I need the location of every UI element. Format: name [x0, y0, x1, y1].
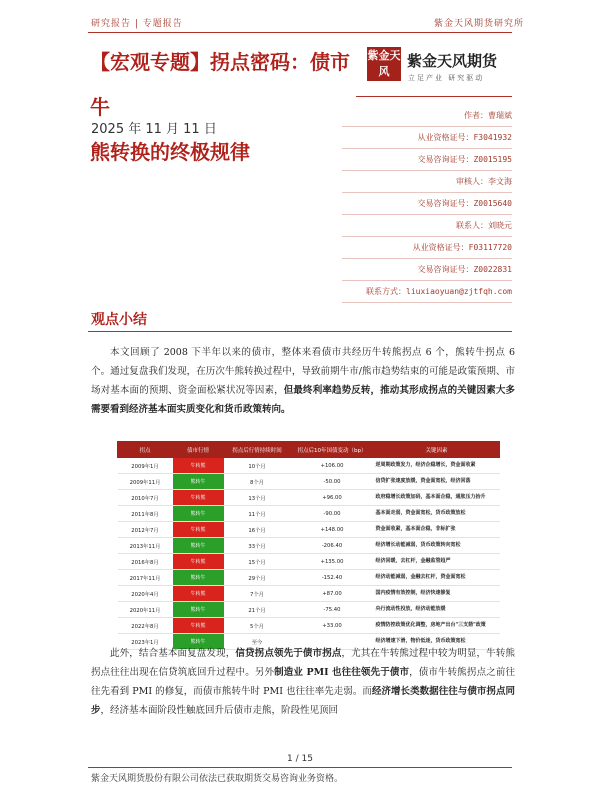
contact-row: 从业资格证号：F3041932	[342, 127, 512, 149]
summary-paragraph	[91, 343, 515, 419]
cell-date: 2023年1月	[118, 634, 173, 650]
analysis-paragraph	[91, 644, 515, 720]
cell-duration: 21个月	[224, 602, 291, 618]
title-line-1: 【宏观专题】拐点密码：债市牛	[90, 50, 350, 119]
cell-date: 2017年11月	[118, 570, 173, 586]
cell-change: -50.00	[291, 474, 374, 490]
analysis-emphasis: 制造业 PMI 也往往领先于债市	[274, 667, 410, 678]
table-row	[118, 554, 500, 570]
cell-factor: 经济回暖，去杠杆，金融监管趋严	[374, 554, 500, 570]
cell-market: 熊转牛	[173, 506, 224, 522]
cell-market: 熊转牛	[173, 634, 224, 650]
cell-market: 牛转熊	[173, 490, 224, 506]
cell-duration: 33个月	[224, 538, 291, 554]
summary-text: 本文回顾了 2008 下半年以来的债市，整体来看债市共经历牛转熊拐点 6 个，熊转牛拐点 6 个。通过复盘我们发现，在历次牛熊转换过程中，导致前期牛市/熊市趋势结束的可能是政策预期、市场对基本面的预期、资金面松紧状况等因素，	[91, 347, 515, 396]
cell-change: -90.00	[291, 506, 374, 522]
report-category: 研究报告 | 专题报告	[91, 19, 183, 29]
analysis-text: 此外，结合基本面复盘发现，	[110, 648, 236, 659]
cell-change: +106.00	[291, 458, 374, 474]
cell-factor: 疫情防控政策优化调整，房地产出台"三支箭"政策	[374, 618, 500, 634]
footer-divider	[88, 767, 512, 768]
contact-row: 审核人：李文海	[342, 171, 512, 193]
col-header-market: 债市行情	[173, 442, 224, 458]
cell-duration: 7个月	[224, 586, 291, 602]
table-row	[118, 458, 500, 474]
table-row	[118, 586, 500, 602]
cell-change: +148.00	[291, 522, 374, 538]
cell-duration: 至今	[224, 634, 291, 650]
contact-row: 交易咨询证号：Z0015640	[342, 193, 512, 215]
contact-row: 作者：曹瑞斌	[342, 105, 512, 127]
cell-duration: 29个月	[224, 570, 291, 586]
table-row	[118, 570, 500, 586]
cell-factor: 政府稳增长政策加码，基本面企稳，通胀压力抬升	[374, 490, 500, 506]
section-divider	[88, 331, 512, 332]
cell-factor: 资金面收紧，基本面企稳，非标扩张	[374, 522, 500, 538]
cell-duration: 5个月	[224, 618, 291, 634]
cell-market: 牛转熊	[173, 458, 224, 474]
contact-email[interactable]: 联系方式：liuxiaoyuan@zjtfqh.com	[342, 281, 512, 303]
table-row	[118, 538, 500, 554]
contact-row: 从业资格证号：F03117720	[342, 237, 512, 259]
col-header-duration: 拐点后行情持续时间	[224, 442, 291, 458]
table-row	[118, 618, 500, 634]
cell-date: 2013年11月	[118, 538, 173, 554]
cell-factor: 经济增速下滑，物价低迷，货币政策宽松	[374, 634, 500, 650]
turning-points-table	[117, 441, 500, 650]
cell-duration: 15个月	[224, 554, 291, 570]
cell-factor: 国内疫情有效控制，经济快速修复	[374, 586, 500, 602]
cell-change: +87.00	[291, 586, 374, 602]
cell-date: 2010年7月	[118, 490, 173, 506]
report-date: 2025 年 11 月 11 日	[91, 122, 217, 137]
table-row	[118, 522, 500, 538]
cell-change: +96.00	[291, 490, 374, 506]
cell-market: 熊转牛	[173, 570, 224, 586]
cell-duration: 8个月	[224, 474, 291, 490]
cell-market: 牛转熊	[173, 522, 224, 538]
contact-row: 联系人：刘晓元	[342, 215, 512, 237]
cell-date: 2022年8月	[118, 618, 173, 634]
col-header-factor: 关键因素	[374, 442, 500, 458]
table-row	[118, 602, 500, 618]
cell-date: 2020年11月	[118, 602, 173, 618]
cell-date: 2009年11月	[118, 474, 173, 490]
analysis-emphasis: 经济增长类数据往往与债市拐点同步	[91, 686, 515, 716]
company-logo-icon: 紫金天风	[367, 47, 401, 81]
cell-factor: 逆周期政策发力，经济企稳增长，资金面收紧	[374, 458, 500, 474]
contact-row: 交易咨询证号：Z0022831	[342, 259, 512, 281]
summary-emphasis: 但最终利率趋势反转，推动其形成拐点的关键因素大多需要看到经济基本面实质变化和货币政策转向。	[91, 385, 515, 415]
cell-date: 2020年4月	[118, 586, 173, 602]
section-title: 观点小结	[91, 312, 147, 328]
author-contact-block	[342, 105, 512, 303]
cell-change: +33.00	[291, 618, 374, 634]
cell-market: 牛转熊	[173, 618, 224, 634]
cell-change: -206.40	[291, 538, 374, 554]
header-divider	[88, 32, 512, 33]
footer-disclaimer: 紫金天风期货股份有限公司依法已获取期货交易咨询业务资格。	[91, 774, 344, 784]
cell-market: 牛转熊	[173, 554, 224, 570]
cell-date: 2016年8月	[118, 554, 173, 570]
cell-factor: 基本面走弱，资金面宽松，货币政策放松	[374, 506, 500, 522]
title-line-2: 熊转换的终极规律	[90, 140, 250, 164]
contact-row: 交易咨询证号：Z0015195	[342, 149, 512, 171]
cell-market: 熊转牛	[173, 602, 224, 618]
logo-divider	[356, 96, 512, 97]
cell-change: +135.00	[291, 554, 374, 570]
analysis-text: ，债市牛转熊拐点之前往往先看到 PMI 的修复，而债市熊转牛时 PMI 也往往率先走弱。而	[91, 667, 515, 697]
analysis-emphasis: 信贷拐点领先于债市拐点	[235, 648, 342, 659]
table-row	[118, 474, 500, 490]
cell-date: 2011年8月	[118, 506, 173, 522]
cell-date: 2009年1月	[118, 458, 173, 474]
report-title	[90, 40, 360, 175]
table-row	[118, 490, 500, 506]
cell-duration: 11个月	[224, 506, 291, 522]
cell-factor: 经济动能减弱，金融去杠杆，资金面宽松	[374, 570, 500, 586]
cell-duration: 10个月	[224, 458, 291, 474]
cell-duration: 16个月	[224, 522, 291, 538]
col-header-date: 拐点	[118, 442, 173, 458]
analysis-text: ，经济基本面阶段性触底回升后债市走熊，阶段性见顶回	[100, 705, 339, 716]
cell-market: 熊转牛	[173, 538, 224, 554]
institute-name: 紫金天风期货研究所	[433, 19, 524, 29]
cell-date: 2012年7月	[118, 522, 173, 538]
cell-market: 牛转熊	[173, 586, 224, 602]
cell-change: -75.40	[291, 602, 374, 618]
col-header-change: 拐点后10年国债变动（bp）	[291, 442, 374, 458]
page-number: 1 / 15	[287, 754, 313, 764]
cell-factor: 经济增长动能减弱，货币政策转向宽松	[374, 538, 500, 554]
analysis-text: ，尤其在牛转熊过程中较为明显，牛转熊拐点往往出现在信贷筑底回升过程中。另外	[91, 648, 515, 678]
cell-factor: 信贷扩张速度放缓，资金面宽松，经济回落	[374, 474, 500, 490]
table-row	[118, 506, 500, 522]
cell-market: 熊转牛	[173, 474, 224, 490]
company-slogan: 立足产业 研究驱动	[408, 74, 485, 82]
cell-change: -152.40	[291, 570, 374, 586]
cell-duration: 13个月	[224, 490, 291, 506]
company-name: 紫金天风期货	[407, 52, 498, 70]
cell-factor: 央行流动性投放，经济动能放缓	[374, 602, 500, 618]
